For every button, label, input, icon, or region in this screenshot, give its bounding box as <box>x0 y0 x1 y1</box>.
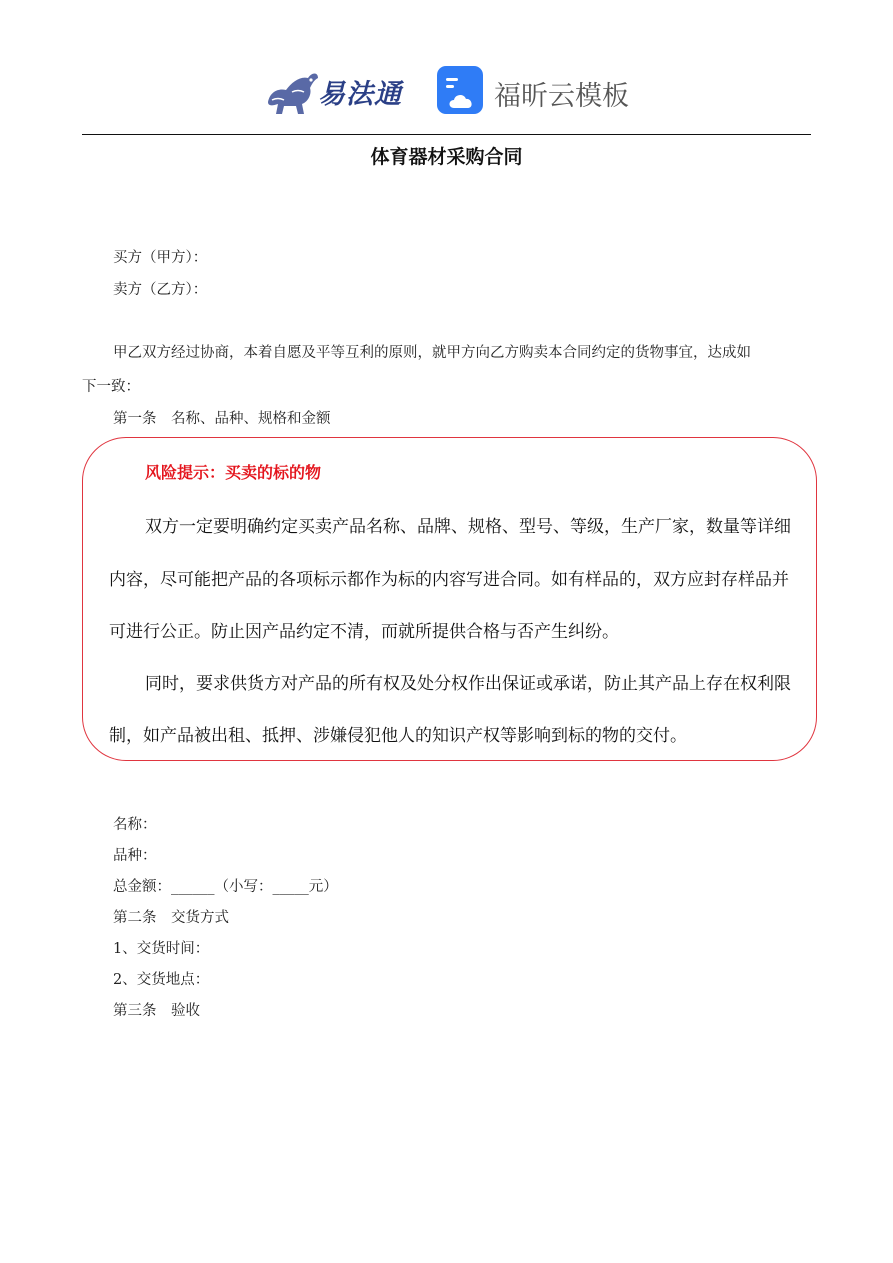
logo1-text: 易法通 <box>318 79 402 110</box>
foxit-template-logo <box>436 64 636 116</box>
article-1-heading: 第一条 名称、品种、规格和金额 <box>113 411 331 427</box>
risk-notice-line: 内容，尽可能把产品的各项标示都作为标的内容写进合同。如有样品的，双方应封存样品并 <box>109 570 789 590</box>
risk-notice-box <box>82 437 817 761</box>
risk-notice-line: 双方一定要明确约定买卖产品名称、品牌、规格、型号、等级，生产厂家，数量等详细 <box>145 517 791 537</box>
logo2-text: 福昕云模板 <box>494 81 629 112</box>
intro-paragraph-line-1: 甲乙双方经过协商，本着自愿及平等互利的原则，就甲方向乙方购卖本合同约定的货物事宜，达成如 <box>113 345 751 361</box>
intro-paragraph-line-2: 下一致： <box>82 379 140 395</box>
article-2-heading: 第二条 交货方式 <box>113 910 229 926</box>
delivery-time-field: 1、交货时间： <box>113 941 210 957</box>
risk-notice-line: 可进行公正。防止因产品约定不清，而就所提供合格与否产生纠纷。 <box>109 622 619 642</box>
header-divider <box>82 134 811 135</box>
article-3-heading: 第三条 验收 <box>113 1003 200 1019</box>
document-title: 体育器材采购合同 <box>370 146 523 168</box>
qilin-icon <box>262 62 322 118</box>
delivery-place-field: 2、交货地点： <box>113 972 210 988</box>
cloud-doc-icon <box>436 64 486 116</box>
yifatong-logo <box>262 62 412 118</box>
variety-field: 品种： <box>113 848 157 864</box>
name-field: 名称： <box>113 817 157 833</box>
total-amount-field: 总金额：______（小写：_____元） <box>113 879 338 895</box>
risk-notice-line: 制，如产品被出租、抵押、涉嫌侵犯他人的知识产权等影响到标的物的交付。 <box>109 726 687 746</box>
page-header <box>0 60 893 122</box>
buyer-line: 买方（甲方）： <box>113 250 208 266</box>
risk-notice-line: 同时，要求供货方对产品的所有权及处分权作出保证或承诺，防止其产品上存在权利限 <box>145 674 791 694</box>
seller-line: 卖方（乙方）： <box>113 282 208 298</box>
risk-notice-title: 风险提示：买卖的标的物 <box>145 463 322 482</box>
